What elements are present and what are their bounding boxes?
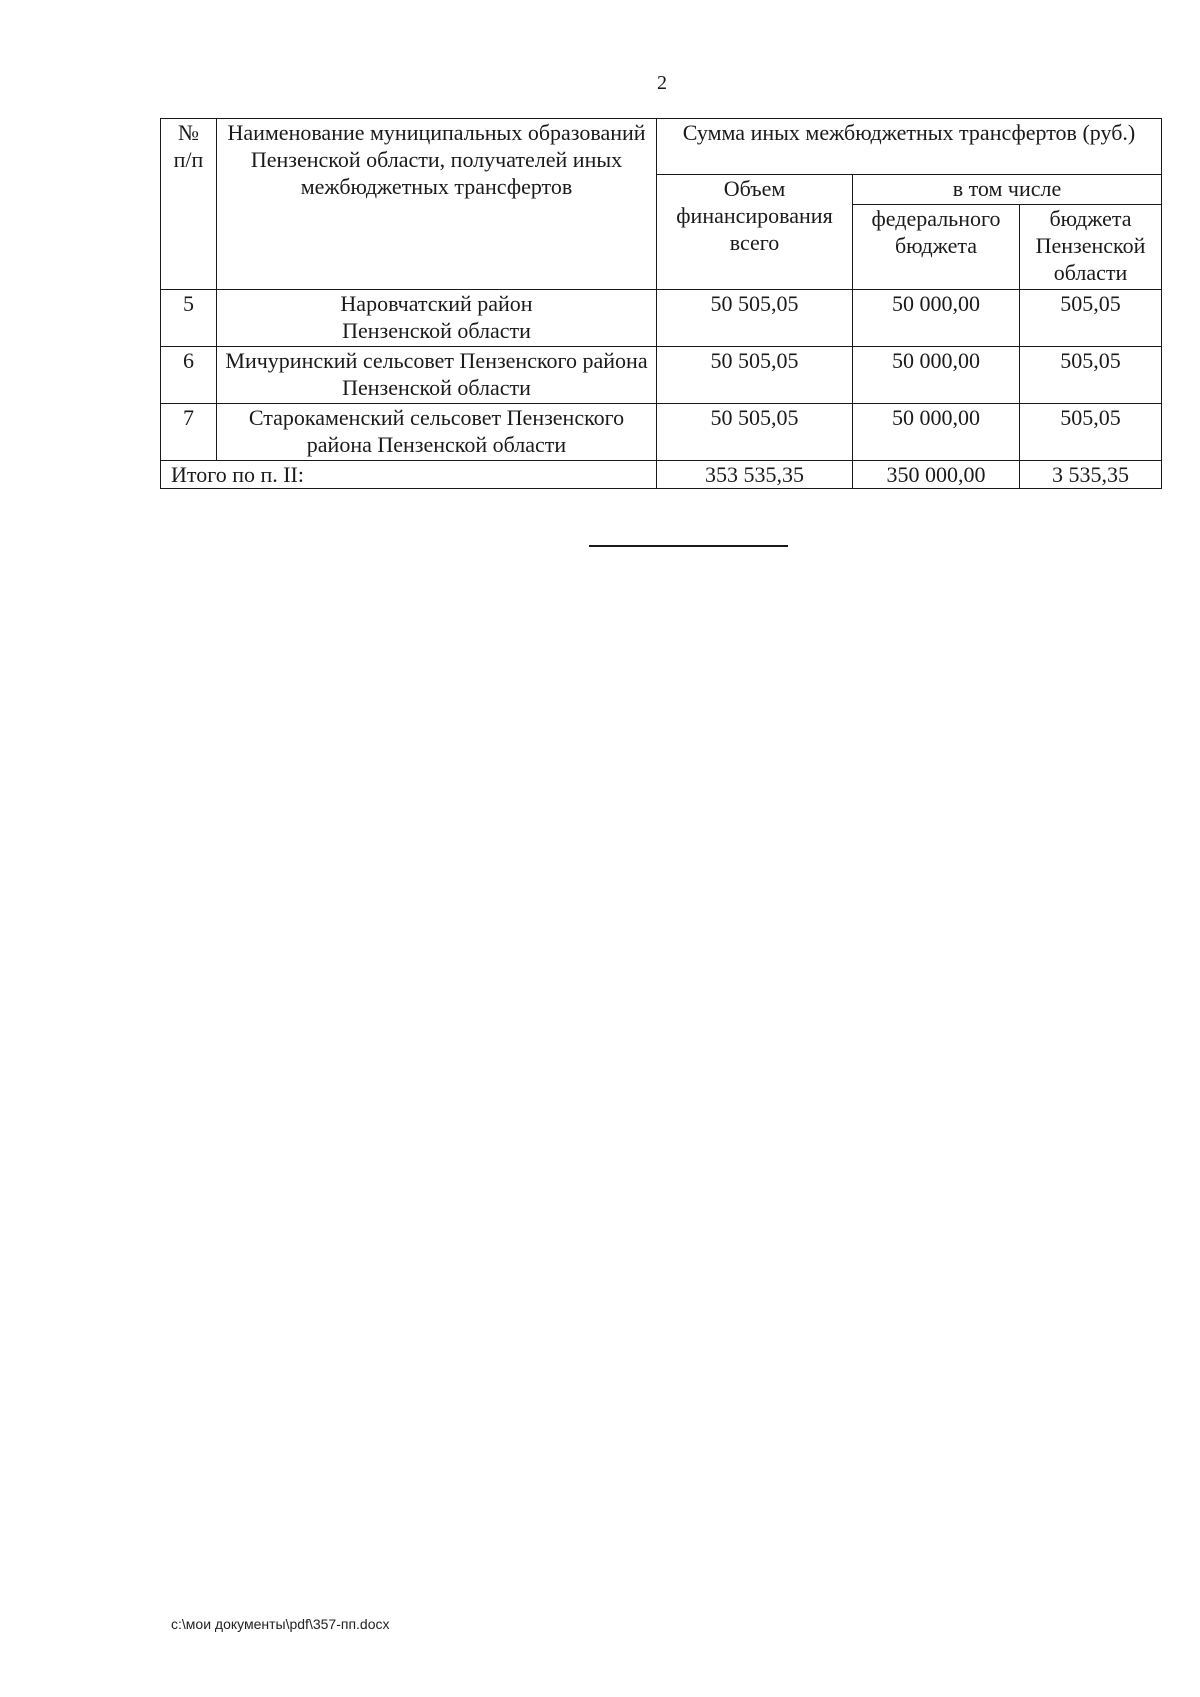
summary-label: Итого по п. II:: [161, 461, 657, 489]
row-number: 6: [161, 347, 217, 404]
header-name: Наименование муниципальных образований Пензенской области, получателей иных межбюджетных трансфертов: [217, 119, 657, 290]
summary-regional: 3 535,35: [1020, 461, 1162, 489]
row-federal: 50 000,00: [853, 347, 1020, 404]
header-number: № п/п: [161, 119, 217, 290]
row-number: 5: [161, 290, 217, 347]
separator-line: [589, 545, 788, 547]
table-row: [161, 404, 1162, 461]
row-regional: 505,05: [1020, 404, 1162, 461]
row-total: 50 505,05: [657, 404, 853, 461]
header-federal: федерального бюджета: [853, 205, 1020, 290]
table-summary-row: [161, 461, 1162, 489]
row-name: Мичуринский сельсовет Пензенского района Пензенской области: [217, 347, 657, 404]
row-name: Наровчатский район Пензенской области: [217, 290, 657, 347]
table-row: [161, 290, 1162, 347]
header-including: в том числе: [853, 175, 1162, 205]
row-federal: 50 000,00: [853, 290, 1020, 347]
row-regional: 505,05: [1020, 347, 1162, 404]
row-total: 50 505,05: [657, 290, 853, 347]
row-federal: 50 000,00: [853, 404, 1020, 461]
row-name: Старокаменский сельсовет Пензенского района Пензенской области: [217, 404, 657, 461]
row-total: 50 505,05: [657, 347, 853, 404]
footer-file-path: c:\мои документы\pdf\357-пп.docx: [171, 1616, 390, 1632]
summary-total: 353 535,35: [657, 461, 853, 489]
header-regional: бюджета Пензенской области: [1020, 205, 1162, 290]
transfers-table: [160, 118, 1162, 489]
row-regional: 505,05: [1020, 290, 1162, 347]
summary-federal: 350 000,00: [853, 461, 1020, 489]
header-sum-group: Сумма иных межбюджетных трансфертов (руб.): [657, 119, 1162, 175]
table-row: [161, 347, 1162, 404]
page-number: 2: [657, 72, 667, 94]
row-number: 7: [161, 404, 217, 461]
header-total: Объем финансирования всего: [657, 175, 853, 290]
table-header-row-1: [161, 119, 1162, 175]
